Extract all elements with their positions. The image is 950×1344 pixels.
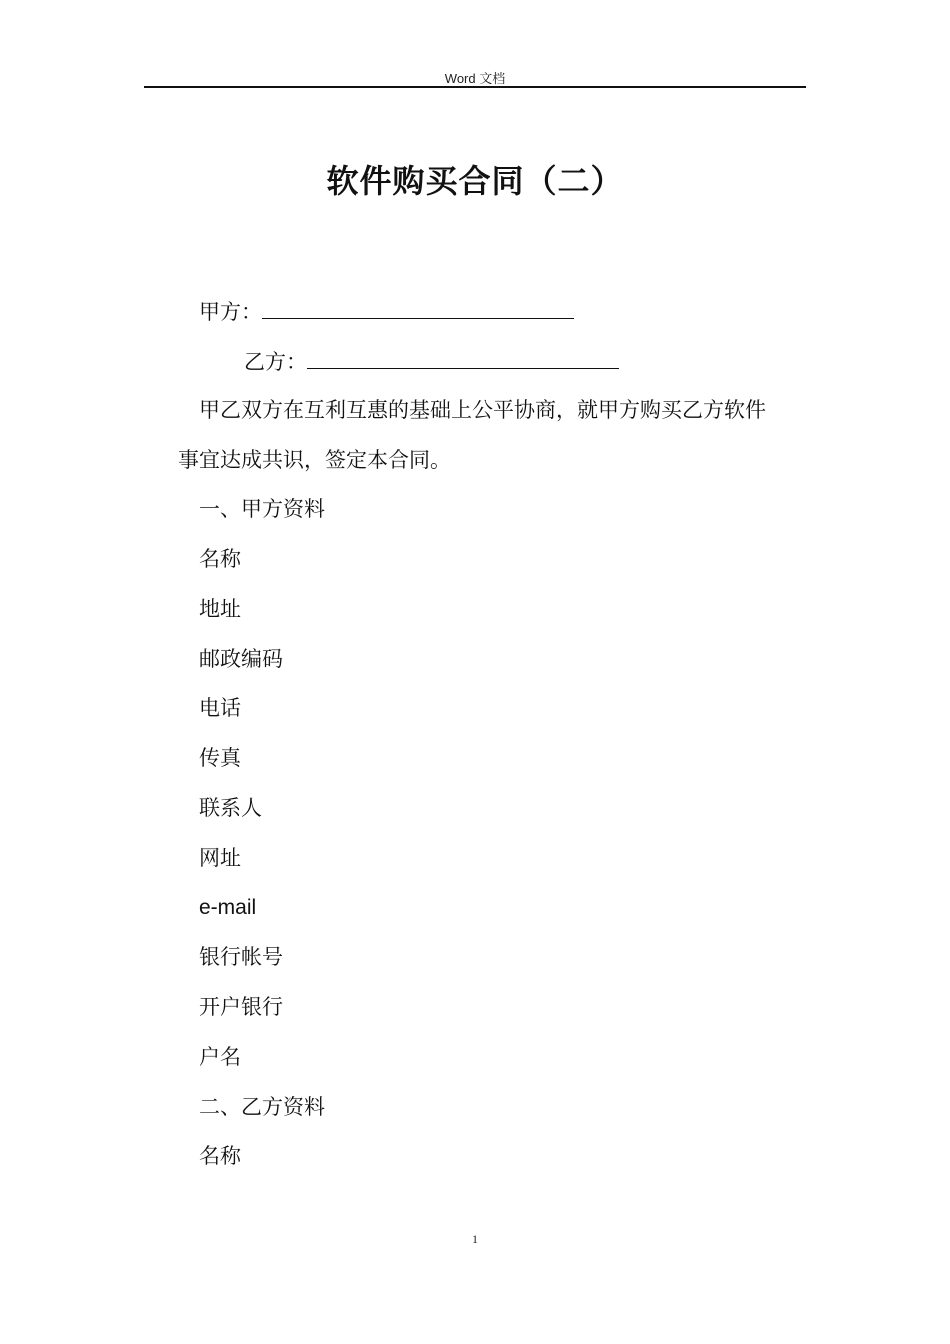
party-b-field: 名称	[199, 1144, 241, 1168]
party-a-field: e-mail	[199, 896, 257, 919]
header-rule	[144, 86, 806, 88]
party-a-field: 网址	[199, 846, 241, 870]
page-number: 1	[472, 1232, 478, 1246]
party-a-field: 联系人	[199, 796, 262, 820]
intro-paragraph-line2: 事宜达成共识，签定本合同。	[178, 448, 451, 472]
intro-paragraph-line1: 甲乙双方在互利互惠的基础上公平协商，就甲方购买乙方软件	[199, 398, 766, 422]
section-2-heading: 二、乙方资料	[199, 1095, 325, 1119]
party-a-line	[199, 296, 574, 326]
party-b-label: 乙方：	[244, 350, 307, 374]
party-a-field: 开户银行	[199, 995, 283, 1019]
party-a-field: 地址	[199, 597, 241, 621]
party-a-field: 电话	[199, 696, 241, 720]
party-a-field: 传真	[199, 746, 241, 770]
party-b-line	[244, 346, 619, 376]
party-a-blank[interactable]	[262, 296, 574, 319]
page-header-text: Word 文档	[444, 71, 506, 86]
section-1-heading: 一、甲方资料	[199, 497, 325, 521]
document-title: 软件购买合同（二）	[326, 162, 624, 200]
party-a-field: 银行帐号	[199, 945, 283, 969]
party-a-field: 户名	[199, 1045, 241, 1069]
party-b-blank[interactable]	[307, 346, 619, 369]
party-a-field: 邮政编码	[199, 647, 283, 671]
party-a-label: 甲方：	[199, 300, 262, 324]
party-a-field: 名称	[199, 547, 241, 571]
